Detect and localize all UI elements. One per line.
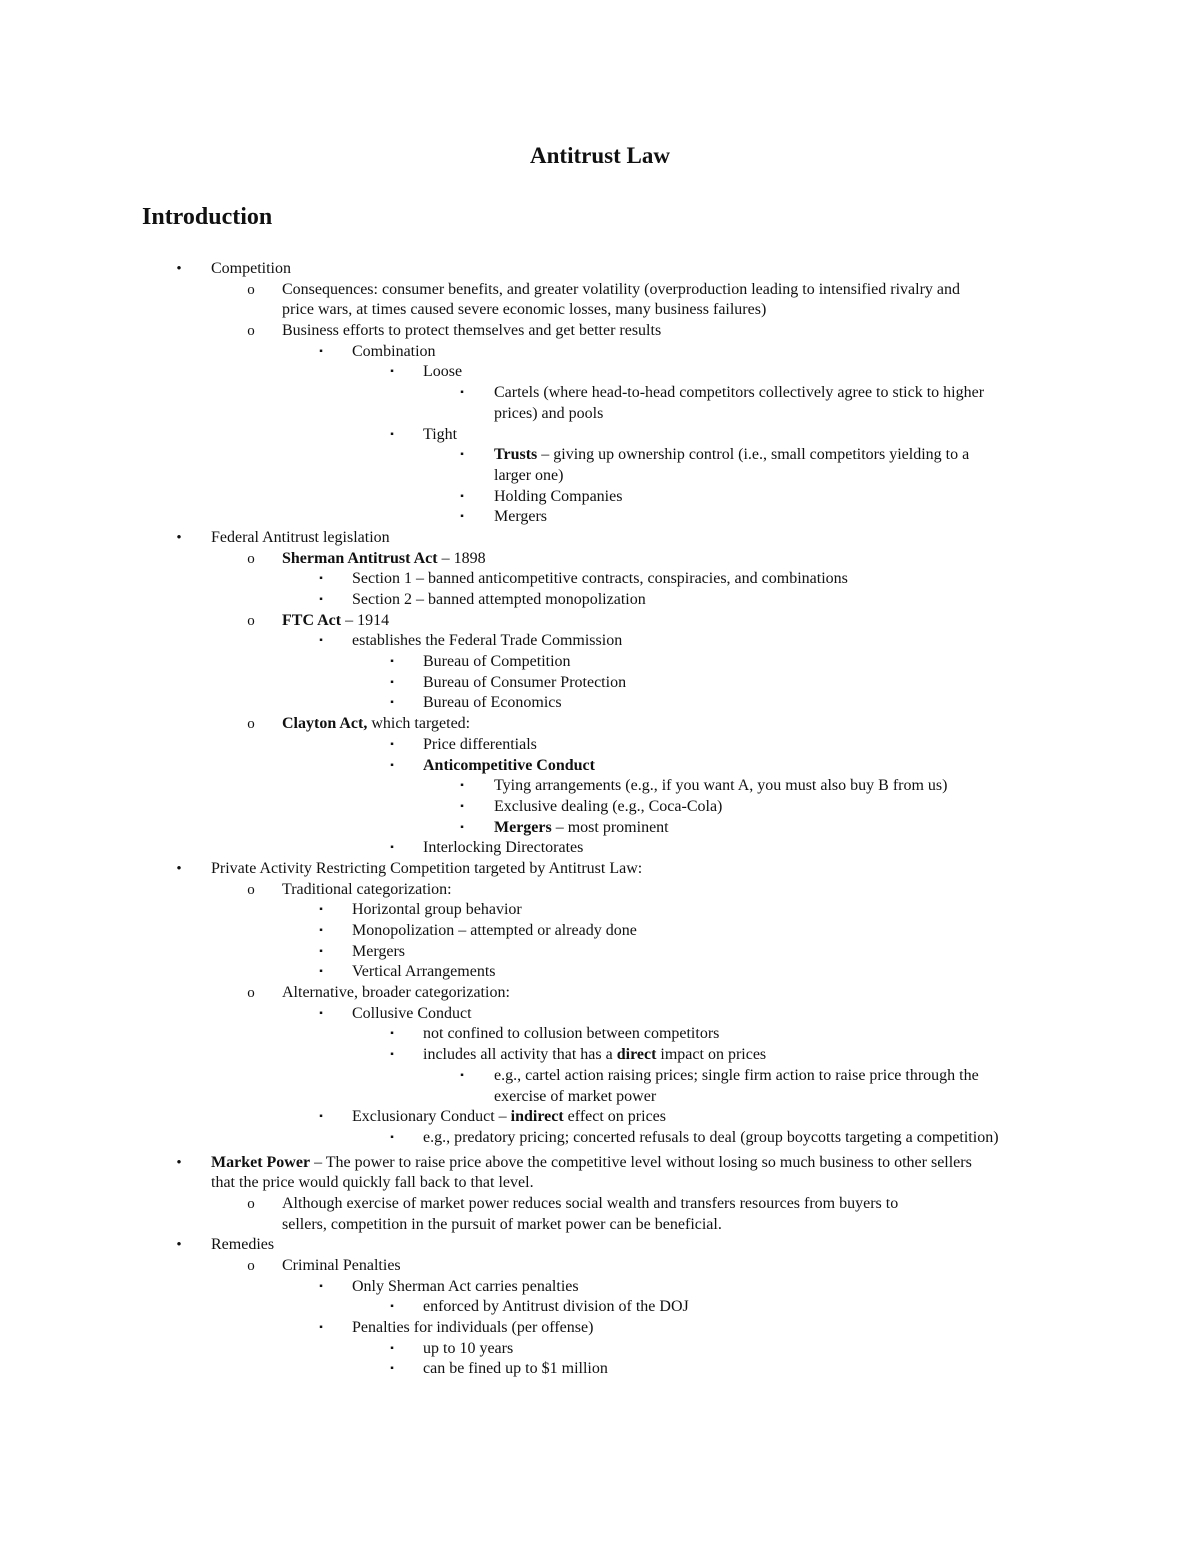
outline-item-level-5 (0, 818, 1200, 839)
outline-item-text (352, 1318, 593, 1339)
bullet-icon: ▪ (390, 738, 394, 750)
bullet-icon: ▪ (390, 842, 394, 854)
text-run: Traditional categorization: (282, 880, 452, 898)
outline-item-text (494, 383, 984, 404)
outline-item-text (423, 735, 537, 756)
outline-item-text (352, 921, 637, 942)
outline-item-text (211, 859, 642, 880)
bullet-icon: ▪ (460, 387, 464, 399)
bullet-icon: ▪ (319, 925, 323, 936)
text-run: Business efforts to protect themselves and get better results (282, 322, 662, 340)
bullet-icon: ▪ (390, 1301, 394, 1313)
bullet-icon: ▪ (390, 759, 394, 771)
bullet-icon: ▪ (319, 1280, 323, 1292)
text-run: Tight (423, 425, 458, 443)
text-run: – The power to raise price above the competitive level without losing so much business to other sellers (310, 1153, 972, 1171)
outline-item-text (282, 1194, 898, 1215)
bullet-icon: ▪ (460, 1069, 464, 1081)
text-run: e.g., cartel action raising prices; single firm action to raise price through the (494, 1066, 979, 1084)
text-run: Although exercise of market power reduces social wealth and transfers resources from buyers to (282, 1194, 899, 1212)
text-run: Only Sherman Act carries penalties (352, 1277, 579, 1295)
outline-item-text (211, 1153, 972, 1174)
bold-term: Market Power (211, 1153, 311, 1171)
outline-item-level-2 (0, 549, 1200, 570)
outline-item-text (423, 838, 583, 859)
text-run: effect on prices (563, 1108, 666, 1126)
bullet-icon: ▪ (390, 366, 394, 378)
text-run: establishes the Federal Trade Commission (352, 632, 623, 650)
outline-item-level-1 (0, 528, 1200, 549)
text-run: Interlocking Directorates (423, 839, 584, 857)
outline-item-level-2 (0, 714, 1200, 735)
outline-item-text (211, 528, 390, 549)
bullet-icon: ▪ (390, 1028, 394, 1040)
text-run: – most prominent (551, 818, 669, 836)
outline-item-text (494, 1087, 656, 1108)
outline-item-level-4 (0, 1045, 1200, 1066)
bullet-icon: • (176, 261, 182, 277)
text-run: Federal Antitrust legislation (211, 528, 390, 546)
outline-item-level-3 (0, 962, 1200, 983)
outline-item-level-3 (0, 342, 1200, 363)
text-run: Cartels (where head-to-head competitors collectively agree to stick to higher (494, 384, 985, 402)
outline-list (0, 259, 1200, 1380)
text-run: includes all activity that has a (423, 1046, 617, 1064)
outline-item-level-5 (0, 797, 1200, 818)
text-run: Section 1 – banned anticompetitive contracts, conspiracies, and combinations (352, 570, 848, 588)
outline-item-level-5 (0, 1066, 1200, 1087)
outline-item-level-2 (0, 1194, 1200, 1215)
outline-item-text (494, 445, 969, 466)
bullet-icon: ▪ (319, 1322, 323, 1334)
text-run: Combination (352, 342, 436, 360)
text-run: Exclusionary Conduct – (352, 1108, 511, 1126)
text-run: Monopolization – attempted or already done (352, 922, 637, 939)
text-run: enforced by Antitrust division of the DOJ (423, 1298, 689, 1316)
bullet-icon: ▪ (460, 800, 464, 812)
outline-item-text (282, 880, 452, 901)
bullet-icon: o (247, 1195, 255, 1212)
bullet-icon: ▪ (460, 449, 464, 461)
outline-item-level-4 (0, 756, 1200, 777)
outline-item-text (423, 1339, 513, 1360)
bullet-icon: o (247, 323, 255, 340)
bold-term: Mergers (494, 818, 552, 836)
bullet-icon: • (176, 860, 182, 877)
outline-item-level-3 (0, 942, 1200, 963)
outline-item-text (494, 404, 603, 425)
outline-item-text (494, 776, 947, 797)
text-run: – 1914 (341, 611, 390, 629)
bold-term: Anticompetitive Conduct (423, 756, 595, 774)
bullet-icon: o (247, 881, 255, 898)
text-run: not confined to collusion between competitors (423, 1025, 720, 1043)
outline-item-text (282, 280, 960, 301)
outline-item-level-4 (0, 1297, 1200, 1318)
outline-item-level-4 (0, 425, 1200, 446)
outline-item-level-5 (0, 507, 1200, 528)
text-run: Vertical Arrangements (352, 963, 496, 981)
outline-item-continuation (0, 1173, 1200, 1194)
text-run: – 1898 (437, 549, 486, 567)
outline-item-level-4 (0, 652, 1200, 673)
bullet-icon: ▪ (460, 511, 464, 523)
outline-item-text (282, 611, 389, 632)
outline-item-level-1 (0, 1153, 1200, 1174)
outline-item-level-3 (0, 1277, 1200, 1298)
bullet-icon: ▪ (460, 780, 464, 792)
outline-item-text (352, 962, 496, 983)
bullet-icon: • (176, 1237, 182, 1254)
bullet-icon: ▪ (390, 1049, 394, 1061)
text-run: impact on prices (656, 1046, 767, 1064)
outline-item-level-3 (0, 590, 1200, 611)
text-run: up to 10 years (423, 1339, 514, 1357)
outline-item-continuation (0, 466, 1200, 487)
outline-item-text (423, 693, 562, 714)
bullet-icon: ▪ (319, 966, 323, 978)
bullet-icon: ▪ (460, 821, 464, 833)
text-run: Competition (211, 260, 291, 277)
outline-item-level-4 (0, 1359, 1200, 1380)
outline-item-level-2 (0, 1256, 1200, 1277)
outline-item-text (352, 900, 522, 921)
outline-item-text (282, 1215, 722, 1236)
bullet-icon: ▪ (319, 345, 323, 357)
text-run: prices) and pools (494, 404, 604, 422)
text-run: Holding Companies (494, 487, 623, 505)
outline-item-text (423, 1128, 999, 1149)
outline-item-level-4 (0, 673, 1200, 694)
bullet-icon: ▪ (319, 594, 323, 605)
text-run: Remedies (211, 1236, 275, 1254)
text-run: Consequences: consumer benefits, and greater volatility (overproduction leading to intensified rivalry and (282, 280, 961, 298)
outline-item-level-5 (0, 383, 1200, 404)
outline-item-text (494, 797, 722, 818)
outline-item-level-4 (0, 1024, 1200, 1045)
outline-item-text (211, 259, 291, 280)
bullet-icon: o (247, 612, 255, 629)
outline-item-level-4 (0, 1128, 1200, 1149)
bold-term: Trusts (494, 446, 538, 464)
text-run: Mergers (352, 942, 406, 960)
outline-item-text (494, 1066, 979, 1087)
outline-item-level-4 (0, 735, 1200, 756)
outline-item-continuation (0, 300, 1200, 321)
bullet-icon: ▪ (390, 656, 394, 668)
outline-item-text (211, 1235, 274, 1256)
text-run: – giving up ownership control (i.e., small competitors yielding to a (537, 446, 970, 464)
outline-item-text (352, 1107, 666, 1128)
bullet-icon: ▪ (319, 904, 323, 916)
outline-item-text (282, 300, 766, 321)
bold-term: direct (616, 1046, 657, 1064)
text-run: Collusive Conduct (352, 1004, 472, 1022)
outline-item-text (494, 818, 669, 839)
text-run: Exclusive dealing (e.g., Coca-Cola) (494, 797, 723, 815)
bullet-icon: ▪ (319, 573, 323, 585)
outline-item-text (352, 1004, 472, 1025)
bullet-icon: o (247, 550, 255, 567)
outline-item-text (494, 487, 622, 508)
bullet-icon: • (176, 529, 182, 546)
bullet-icon: ▪ (319, 1007, 323, 1019)
bullet-icon: o (247, 716, 255, 733)
outline-item-level-2 (0, 983, 1200, 1004)
document-title: Antitrust Law (530, 143, 670, 168)
outline-item-level-3 (0, 921, 1200, 942)
outline-item-text (352, 590, 646, 611)
bold-term: indirect (510, 1108, 564, 1126)
outline-item-level-1 (0, 1235, 1200, 1256)
outline-item-level-2 (0, 611, 1200, 632)
text-run: price wars, at times caused severe economic losses, many business failures) (282, 301, 767, 319)
outline-item-continuation (0, 1215, 1200, 1236)
outline-item-text (352, 1277, 579, 1298)
outline-item-level-4 (0, 362, 1200, 383)
outline-item-text (282, 1256, 401, 1277)
outline-item-level-3 (0, 569, 1200, 590)
outline-item-level-3 (0, 631, 1200, 652)
section-heading: Introduction (142, 204, 273, 230)
outline-item-text (352, 942, 405, 963)
outline-item-text (423, 756, 595, 777)
outline-item-text (423, 362, 462, 383)
text-run: larger one) (494, 466, 564, 484)
outline-item-text (211, 1173, 534, 1194)
bullet-icon: ▪ (390, 1131, 394, 1143)
outline-item-level-1 (0, 859, 1200, 880)
outline-item-text (423, 1359, 608, 1380)
text-run: Bureau of Consumer Protection (423, 673, 627, 691)
bullet-icon: ▪ (319, 635, 323, 647)
bullet-icon: • (176, 1154, 182, 1171)
text-run: Bureau of Economics (423, 694, 562, 712)
outline-item-level-3 (0, 900, 1200, 921)
outline-item-text (423, 652, 571, 673)
outline-item-level-5 (0, 487, 1200, 508)
outline-item-text (423, 425, 457, 446)
bold-term: Clayton Act, (282, 715, 368, 733)
bold-term: Sherman Antitrust Act (282, 549, 438, 567)
outline-item-text (282, 983, 510, 1004)
outline-item-level-4 (0, 693, 1200, 714)
text-run: Horizontal group behavior (352, 901, 522, 919)
outline-item-text (282, 714, 470, 735)
outline-item-text (352, 631, 622, 652)
bullet-icon: ▪ (319, 1111, 323, 1123)
text-run: Criminal Penalties (282, 1257, 401, 1274)
text-run: sellers, competition in the pursuit of market power can be beneficial. (282, 1215, 722, 1233)
text-run: Bureau of Competition (423, 653, 571, 671)
text-run: e.g., predatory pricing; concerted refusals to deal (group boycotts targeting a competition) (423, 1128, 999, 1146)
text-run: can be fined up to $1 million (423, 1360, 608, 1378)
text-run: that the price would quickly fall back to that level. (211, 1174, 534, 1192)
outline-item-text (423, 1024, 719, 1045)
outline-item-text (352, 569, 848, 590)
bold-term: FTC Act (282, 611, 342, 629)
bullet-icon: ▪ (390, 697, 394, 709)
bullet-icon: ▪ (390, 1363, 394, 1375)
text-run: which targeted: (367, 715, 471, 733)
bullet-icon: o (247, 281, 255, 298)
outline-item-text (423, 1297, 689, 1318)
outline-item-level-1 (0, 259, 1200, 280)
outline-item-text (423, 1045, 766, 1066)
outline-item-text (352, 342, 436, 363)
outline-item-text (282, 321, 661, 342)
outline-item-text (423, 673, 626, 694)
outline-item-text (494, 466, 563, 487)
outline-item-level-4 (0, 1339, 1200, 1360)
outline-item-level-3 (0, 1318, 1200, 1339)
text-run: Tying arrangements (e.g., if you want A, you must also buy B from us) (494, 777, 948, 795)
bullet-icon: ▪ (390, 676, 394, 688)
outline-item-level-3 (0, 1107, 1200, 1128)
text-run: Penalties for individuals (per offense) (352, 1319, 594, 1337)
bullet-icon: o (247, 1258, 255, 1274)
outline-item-level-2 (0, 280, 1200, 301)
outline-item-continuation (0, 404, 1200, 425)
outline-item-continuation (0, 1087, 1200, 1108)
text-run: Mergers (494, 508, 548, 526)
text-run: Alternative, broader categorization: (282, 984, 510, 1002)
text-run: exercise of market power (494, 1087, 657, 1105)
text-run: Loose (423, 363, 463, 381)
bullet-icon: ▪ (390, 1342, 394, 1354)
text-run: Section 2 – banned attempted monopolization (352, 591, 646, 608)
outline-item-level-4 (0, 838, 1200, 859)
bullet-icon: ▪ (460, 490, 464, 502)
outline-item-level-3 (0, 1004, 1200, 1025)
outline-item-level-5 (0, 445, 1200, 466)
bullet-icon: ▪ (390, 428, 394, 440)
outline-item-level-5 (0, 776, 1200, 797)
bullet-icon: o (247, 985, 255, 1002)
outline-item-text (494, 507, 547, 528)
text-run: Price differentials (423, 735, 537, 753)
outline-item-text (282, 549, 486, 570)
outline-item-level-2 (0, 321, 1200, 342)
bullet-icon: ▪ (319, 945, 323, 957)
text-run: Private Activity Restricting Competition targeted by Antitrust Law: (211, 859, 643, 877)
outline-item-level-2 (0, 880, 1200, 901)
